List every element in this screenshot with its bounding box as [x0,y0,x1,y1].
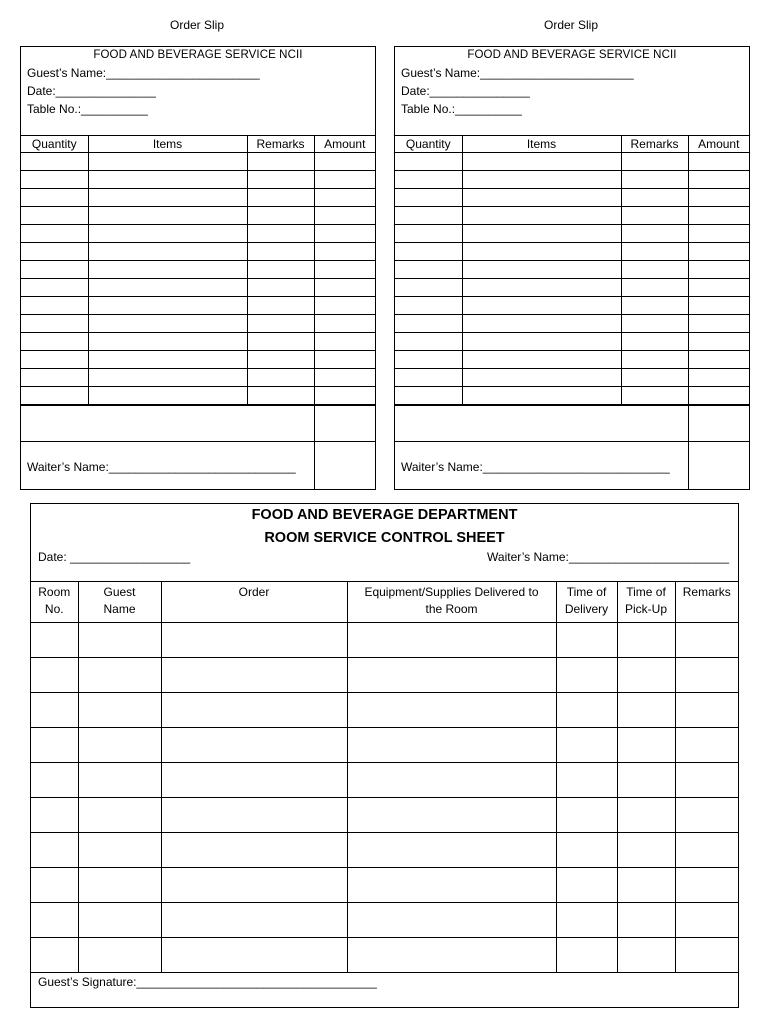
table-cell[interactable] [31,868,78,903]
order-items-table [21,135,375,405]
table-cell[interactable] [78,658,161,693]
table-cell[interactable] [161,728,347,763]
order-slip-title: FOOD AND BEVERAGE SERVICE NCII [93,49,303,61]
table-cell[interactable] [88,387,247,405]
table-row [21,261,375,279]
department-title: FOOD AND BEVERAGE DEPARTMENT [251,507,518,523]
column-header-time-of-delivery: Time of Delivery [556,582,617,623]
table-cell[interactable] [21,351,88,369]
guest-signature-field[interactable]: Guest’s Signature:____________________________________ [38,975,377,989]
table-cell[interactable] [395,189,462,207]
column-header-remarks: Remarks [247,136,314,153]
table-cell[interactable] [88,315,247,333]
table-cell[interactable] [88,171,247,189]
table-cell[interactable] [347,868,556,903]
slip-footer [21,441,375,490]
column-header-guest-name: Guest Name [78,582,161,623]
table-cell[interactable] [347,833,556,868]
waiter-name-field[interactable]: Waiter’s Name:____________________________ [27,460,296,474]
column-header-items: Items [88,136,247,153]
table-cell[interactable] [88,189,247,207]
table-cell[interactable] [314,279,375,297]
table-cell[interactable] [314,261,375,279]
table-cell[interactable] [78,903,161,938]
table-cell[interactable] [617,658,675,693]
table-cell[interactable] [31,763,78,798]
table-cell[interactable] [78,763,161,798]
table-cell[interactable] [347,798,556,833]
slip-footer [395,441,749,490]
table-cell[interactable] [78,623,161,658]
table-row [395,225,749,243]
table-cell[interactable] [347,693,556,728]
table-cell[interactable] [21,369,88,387]
table-cell[interactable] [347,938,556,973]
table-cell[interactable] [621,153,688,171]
table-cell[interactable] [462,207,621,225]
table-cell[interactable] [78,833,161,868]
table-cell[interactable] [617,763,675,798]
table-cell[interactable] [621,387,688,405]
table-cell[interactable] [675,798,738,833]
table-row [21,189,375,207]
order-items-table [395,135,749,405]
table-cell[interactable] [621,225,688,243]
table-cell[interactable] [462,171,621,189]
table-cell[interactable] [88,153,247,171]
table-cell[interactable] [31,798,78,833]
table-cell[interactable] [314,387,375,405]
table-cell[interactable] [21,189,88,207]
waiter-name-field[interactable]: Waiter’s Name:________________________ [487,550,729,564]
table-cell[interactable] [88,351,247,369]
table-cell[interactable] [31,938,78,973]
table-cell[interactable] [675,763,738,798]
table-cell[interactable] [395,297,462,315]
table-cell[interactable] [688,333,749,351]
table-cell[interactable] [617,798,675,833]
table-cell[interactable] [247,207,314,225]
order-slip-caption-right: Order Slip [543,18,599,32]
table-cell[interactable] [347,728,556,763]
table-row [395,315,749,333]
table-row [395,261,749,279]
table-cell[interactable] [21,279,88,297]
table-cell[interactable] [161,763,347,798]
table-cell[interactable] [21,297,88,315]
table-cell[interactable] [314,333,375,351]
sheet-title: ROOM SERVICE CONTROL SHEET [264,530,505,546]
table-cell[interactable] [161,938,347,973]
table-cell[interactable] [21,153,88,171]
table-cell[interactable] [675,623,738,658]
table-cell[interactable] [462,333,621,351]
table-cell[interactable] [88,297,247,315]
table-cell[interactable] [161,623,347,658]
table-row [395,351,749,369]
table-cell[interactable] [21,261,88,279]
table-cell[interactable] [314,297,375,315]
table-cell[interactable] [161,693,347,728]
table-cell[interactable] [617,623,675,658]
table-cell[interactable] [688,315,749,333]
table-cell[interactable] [247,171,314,189]
table-cell[interactable] [347,903,556,938]
table-cell[interactable] [314,153,375,171]
table-header [21,136,375,153]
table-cell[interactable] [395,279,462,297]
table-cell[interactable] [688,153,749,171]
table-cell[interactable] [314,369,375,387]
table-cell[interactable] [395,369,462,387]
table-cell[interactable] [21,171,88,189]
table-cell[interactable] [395,351,462,369]
table-cell[interactable] [556,833,617,868]
column-header-amount: Amount [688,136,749,153]
room-service-table [31,581,738,973]
table-row [31,938,738,973]
table-cell[interactable] [621,189,688,207]
table-row [31,728,738,763]
table-cell[interactable] [88,261,247,279]
table-cell[interactable] [247,333,314,351]
column-header-order: Order [161,582,347,623]
table-cell[interactable] [247,369,314,387]
table-cell[interactable] [247,387,314,405]
total-row [21,405,375,442]
table-cell[interactable] [675,868,738,903]
table-row [21,315,375,333]
table-cell[interactable] [617,728,675,763]
table-cell[interactable] [621,333,688,351]
table-cell[interactable] [462,351,621,369]
table-cell[interactable] [21,387,88,405]
table-cell[interactable] [88,333,247,351]
table-cell[interactable] [462,369,621,387]
column-header-equipment-supplies: Equipment/Supplies Delivered to the Room [347,582,556,623]
table-cell[interactable] [395,207,462,225]
table-cell[interactable] [621,207,688,225]
table-cell[interactable] [688,225,749,243]
table-row [21,171,375,189]
table-cell[interactable] [556,903,617,938]
table-row [31,868,738,903]
table-cell[interactable] [675,728,738,763]
table-row [395,153,749,171]
table-cell[interactable] [556,868,617,903]
table-cell[interactable] [31,833,78,868]
table-cell[interactable] [247,351,314,369]
table-row [31,658,738,693]
waiter-name-field[interactable]: Waiter’s Name:____________________________ [401,460,670,474]
table-cell[interactable] [247,315,314,333]
table-cell[interactable] [395,387,462,405]
table-row [395,243,749,261]
table-cell[interactable] [31,693,78,728]
table-cell[interactable] [78,868,161,903]
table-row [21,225,375,243]
table-cell[interactable] [78,728,161,763]
table-cell[interactable] [556,763,617,798]
table-cell[interactable] [462,225,621,243]
column-header-quantity: Quantity [395,136,462,153]
table-row [395,171,749,189]
table-cell[interactable] [675,938,738,973]
table-cell[interactable] [617,903,675,938]
table-cell[interactable] [314,243,375,261]
table-cell[interactable] [556,623,617,658]
table-cell[interactable] [462,189,621,207]
table-cell[interactable] [31,658,78,693]
table-cell[interactable] [395,171,462,189]
table-cell[interactable] [31,623,78,658]
table-cell[interactable] [556,938,617,973]
column-header-room-no: Room No. [31,582,78,623]
table-cell[interactable] [314,315,375,333]
table-cell[interactable] [21,243,88,261]
table-cell[interactable] [556,728,617,763]
table-cell[interactable] [347,623,556,658]
table-row [395,297,749,315]
table-cell[interactable] [347,763,556,798]
table-cell[interactable] [88,207,247,225]
table-no-field[interactable]: Table No.:__________ [27,102,148,116]
table-cell[interactable] [621,261,688,279]
table-cell[interactable] [688,207,749,225]
table-cell[interactable] [617,833,675,868]
order-slip-left [20,46,376,490]
table-cell[interactable] [556,658,617,693]
column-header-remarks: Remarks [621,136,688,153]
table-cell[interactable] [688,297,749,315]
table-cell[interactable] [395,225,462,243]
table-cell[interactable] [21,333,88,351]
table-cell[interactable] [314,225,375,243]
table-row [395,387,749,405]
table-cell[interactable] [161,658,347,693]
table-cell[interactable] [556,798,617,833]
date-field[interactable]: Date:_______________ [401,84,530,98]
table-row [21,333,375,351]
table-cell[interactable] [462,315,621,333]
table-row [395,207,749,225]
column-header-quantity: Quantity [21,136,88,153]
table-cell[interactable] [88,279,247,297]
table-cell[interactable] [462,261,621,279]
table-cell[interactable] [247,261,314,279]
table-cell[interactable] [88,225,247,243]
column-header-items: Items [462,136,621,153]
table-cell[interactable] [395,315,462,333]
table-cell[interactable] [462,279,621,297]
table-cell[interactable] [247,189,314,207]
table-cell[interactable] [161,833,347,868]
table-header [31,582,738,623]
table-cell[interactable] [621,279,688,297]
table-cell[interactable] [21,225,88,243]
table-cell[interactable] [78,938,161,973]
table-row [21,351,375,369]
table-cell[interactable] [688,369,749,387]
date-field[interactable]: Date:_______________ [27,84,156,98]
table-cell[interactable] [688,243,749,261]
table-row [31,903,738,938]
table-row [21,369,375,387]
table-cell[interactable] [617,938,675,973]
table-cell[interactable] [621,297,688,315]
order-slip-title: FOOD AND BEVERAGE SERVICE NCII [467,49,677,61]
table-cell[interactable] [462,153,621,171]
table-cell[interactable] [161,798,347,833]
table-cell[interactable] [462,387,621,405]
table-cell[interactable] [675,693,738,728]
table-cell[interactable] [247,297,314,315]
table-cell[interactable] [621,171,688,189]
table-cell[interactable] [161,903,347,938]
table-row [395,369,749,387]
table-cell[interactable] [347,658,556,693]
table-row [395,279,749,297]
table-cell[interactable] [78,798,161,833]
table-cell[interactable] [675,903,738,938]
table-cell[interactable] [688,189,749,207]
table-cell[interactable] [314,189,375,207]
column-header-amount: Amount [314,136,375,153]
table-cell[interactable] [247,153,314,171]
table-cell[interactable] [621,369,688,387]
table-cell[interactable] [314,171,375,189]
table-cell[interactable] [88,369,247,387]
table-row [21,297,375,315]
table-row [21,279,375,297]
column-header-remarks: Remarks [675,582,738,623]
table-row [31,833,738,868]
table-cell[interactable] [395,243,462,261]
table-cell[interactable] [247,279,314,297]
table-cell[interactable] [688,171,749,189]
table-cell[interactable] [688,387,749,405]
table-row [21,153,375,171]
table-cell[interactable] [31,728,78,763]
table-cell[interactable] [688,261,749,279]
table-cell[interactable] [675,658,738,693]
guest-name-field[interactable]: Guest’s Name:_______________________ [27,66,260,80]
table-no-field[interactable]: Table No.:__________ [401,102,522,116]
date-field[interactable]: Date: __________________ [38,550,191,564]
table-row [31,763,738,798]
table-cell[interactable] [556,693,617,728]
table-row [395,333,749,351]
table-cell[interactable] [688,279,749,297]
table-cell[interactable] [78,693,161,728]
table-cell[interactable] [161,868,347,903]
table-row [31,798,738,833]
table-cell[interactable] [621,315,688,333]
table-cell[interactable] [621,243,688,261]
table-cell[interactable] [247,225,314,243]
table-row [31,693,738,728]
order-slip-right [394,46,750,490]
table-row [21,387,375,405]
table-row [31,623,738,658]
table-cell[interactable] [617,868,675,903]
table-cell[interactable] [675,833,738,868]
total-row [395,405,749,442]
table-cell[interactable] [21,315,88,333]
order-slip-caption-left: Order Slip [169,18,225,32]
table-cell[interactable] [462,297,621,315]
table-cell[interactable] [462,243,621,261]
table-cell[interactable] [395,261,462,279]
table-cell[interactable] [395,153,462,171]
table-cell[interactable] [31,903,78,938]
table-cell[interactable] [621,351,688,369]
column-header-time-of-pick-up: Time of Pick-Up [617,582,675,623]
table-cell[interactable] [314,207,375,225]
room-service-control-sheet [30,503,739,1008]
table-cell[interactable] [617,693,675,728]
table-row [21,243,375,261]
table-row [395,189,749,207]
table-cell[interactable] [314,351,375,369]
table-row [21,207,375,225]
table-cell[interactable] [395,333,462,351]
table-cell[interactable] [247,243,314,261]
table-cell[interactable] [88,243,247,261]
table-cell[interactable] [688,351,749,369]
guest-name-field[interactable]: Guest’s Name:_______________________ [401,66,634,80]
table-header [395,136,749,153]
table-cell[interactable] [21,207,88,225]
